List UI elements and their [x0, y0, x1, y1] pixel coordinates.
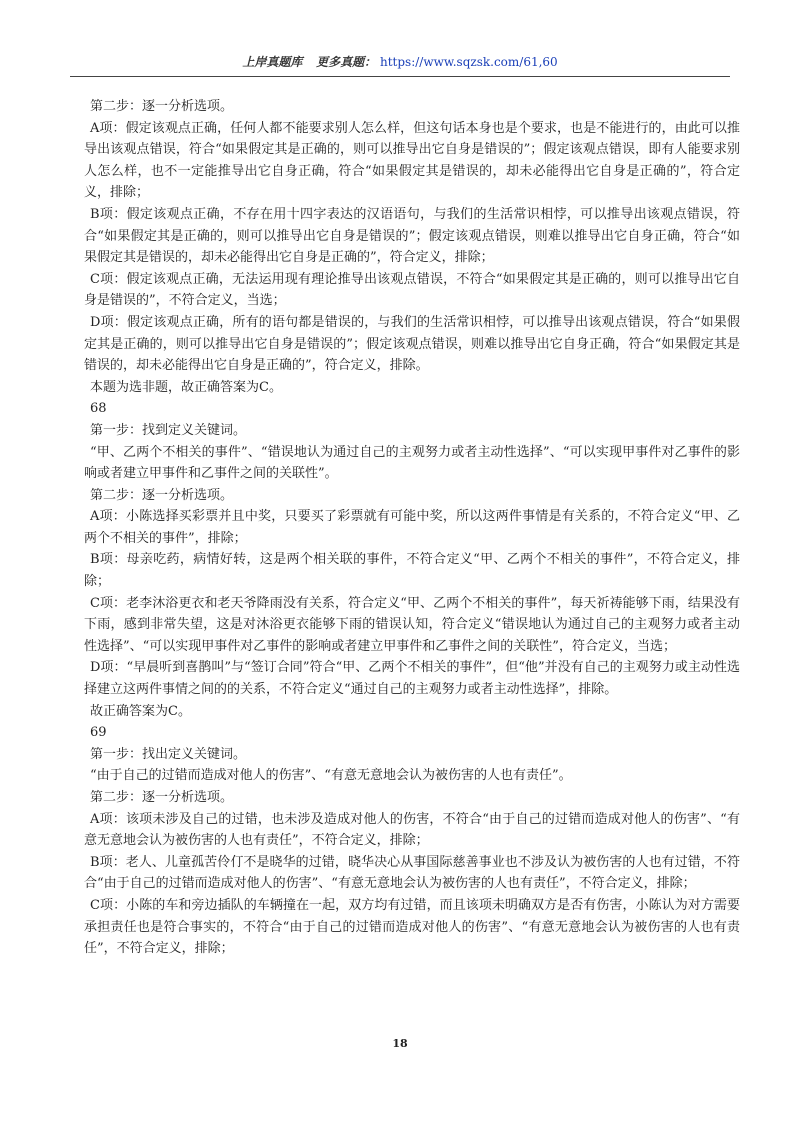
paragraph: “由于自己的过错而造成对他人的伤害”、“有意无意地会认为被伤害的人也有责任”。 [90, 768, 572, 784]
paragraph: B项：母亲吃药，病情好转，这是两个相关联的事件，不符合定义“甲、乙两个不相关的事件”，不符合定义，排除； [84, 552, 740, 590]
paragraph: “甲、乙两个不相关的事件”、“错误地认为通过自己的主观努力或者主动性选择”、“可以实现甲事件对乙事件的影响或者建立甲事件和乙事件之间的关联性”。 [84, 444, 740, 482]
paragraph: C项：老李沐浴更衣和老天爷降雨没有关系，符合定义“甲、乙两个不相关的事件”，每天祈祷能够下雨，结果没有下雨，感到非常失望，这是对沐浴更衣能够下雨的错误认知，符合定义“错误地认为通过自己的主观努力或者主动性选择”、“可以实现甲事件对乙事件的影响或者建立甲事件和乙事件之间的关联性”，符合定义，当选； [84, 595, 740, 654]
source-link[interactable]: https://www.sqzsk.com/61,60 [380, 55, 558, 69]
more-questions-label: 更多真题： [316, 55, 377, 69]
question-number: 69 [90, 725, 107, 741]
page-header [70, 50, 730, 74]
paragraph: 第一步：找出定义关键词。 [90, 746, 247, 762]
paragraph: B项：老人、儿童孤苦伶仃不是晓华的过错，晓华决心从事国际慈善事业也不涉及认为被伤害的人也有过错，不符合“由于自己的过错而造成对他人的伤害”、“有意无意地会认为被伤害的人也有责任”，不符合定义，排除； [84, 854, 740, 892]
paragraph: D项：假定该观点正确，所有的语句都是错误的，与我们的生活常识相悖，可以推导出该观点错误，符合“如果假定其是正确的，则可以推导出它自身是错误的”；假定该观点错误，则难以推导出它自身正确，符合“如果假定其是错误的，却未必能得出它自身是正确的”，符合定义，排除。 [84, 314, 740, 374]
paragraph: 第二步：逐一分析选项。 [90, 487, 234, 503]
paragraph: 第一步：找到定义关键词。 [90, 422, 247, 438]
paragraph: D项：“早晨听到喜鹊叫”与“签订合同”符合“甲、乙两个不相关的事件”，但“他”并没有自己的主观努力或主动性选择建立这两件事情之间的的关系，不符合定义“通过自己的主观努力或者主动性选择”，排除。 [84, 660, 740, 698]
header-divider [70, 76, 730, 77]
paragraph: C项：假定该观点正确，无法运用现有理论推导出该观点错误，不符合“如果假定其是正确的，则可以推导出它自身是错误的”，不符合定义，当选； [84, 271, 740, 309]
paragraph: 故正确答案为C。 [90, 703, 191, 719]
paragraph: C项：小陈的车和旁边插队的车辆撞在一起，双方均有过错，而且该项未明确双方是否有伤害，小陈认为对方需要承担责任也是符合事实的，不符合“由于自己的过错而造成对他人的伤害”、“有意无意地会认为被伤害的人也有责任”，不符合定义，排除； [84, 897, 740, 957]
answer-explanations [84, 96, 740, 960]
question-number: 68 [90, 401, 107, 417]
paragraph: A项：小陈选择买彩票并且中奖，只要买了彩票就有可能中奖，所以这两件事情是有关系的，不符合定义“甲、乙两个不相关的事件”，排除； [84, 509, 740, 546]
page-number: 18 [392, 1037, 408, 1050]
paragraph: A项：该项未涉及自己的过错，也未涉及造成对他人的伤害，不符合“由于自己的过错而造成对他人的伤害”、“有意无意地会认为被伤害的人也有责任”，不符合定义，排除； [84, 811, 740, 849]
paragraph: 第二步：逐一分析选项。 [90, 99, 234, 114]
brand-name: 上岸真题库 [242, 55, 303, 69]
paragraph: A项：假定该观点正确，任何人都不能要求别人怎么样，但这句话本身也是个要求，也是不能进行的，由此可以推导出该观点错误，符合“如果假定其是正确的，则可以推导出它自身是错误的”；假定该观点错误，即有人能要求别人怎么样，也不一定能推导出它自身正确，符合“如果假定其是错误的，却未必能得出它自身是正确的”，符合定义，排除； [84, 120, 740, 201]
paragraph: 本题为选非题，故正确答案为C。 [90, 379, 282, 395]
paragraph: 第二步：逐一分析选项。 [90, 790, 234, 805]
paragraph: B项：假定该观点正确，不存在用十四字表达的汉语语句，与我们的生活常识相悖，可以推导出该观点错误，符合“如果假定其是正确的，则可以推导出它自身是错误的”；假定该观点错误，则难以推导出它自身正确，符合“如果假定其是错误的，却未必能得出它自身是正确的”，符合定义，排除； [84, 206, 740, 266]
